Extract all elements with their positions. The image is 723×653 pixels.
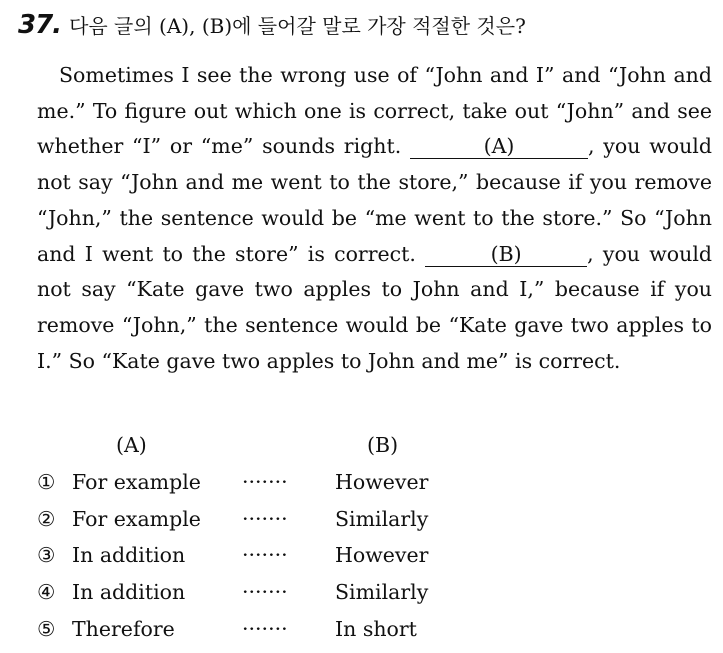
choice-number: ③ xyxy=(37,543,56,568)
passage-segment-3: , you would not say “Kate gave two apples to John and I,” because if you remove “John,” the sentence would be “Kate gave two apples to I.” So “Kate gave two apples to John and me” is correct. xyxy=(37,241,712,373)
choice-number: ⑤ xyxy=(37,616,56,641)
choice-4[interactable] xyxy=(37,580,637,617)
choices-header-b: (B) xyxy=(367,433,399,457)
choice-dots: ······· xyxy=(242,506,288,531)
choice-a-text: In addition xyxy=(72,580,186,605)
blank-b: (B) xyxy=(425,242,587,267)
answer-choices xyxy=(37,470,637,653)
choice-dots: ······· xyxy=(242,543,288,568)
choice-dots: ······· xyxy=(242,580,288,605)
choice-dots: ······· xyxy=(242,470,288,494)
choice-number: ② xyxy=(37,506,56,531)
blank-a: (A) xyxy=(410,134,588,159)
choice-a-text: For example xyxy=(72,470,201,494)
choice-b-text: However xyxy=(335,543,429,568)
passage-segment-1: Sometimes I see the wrong use of “John and I” and “John and me.” To figure out which one is correct, take out “John” and see whether “I” or “me” sounds right. xyxy=(37,63,712,159)
choice-a-text: Therefore xyxy=(72,616,175,641)
question-header xyxy=(18,10,526,46)
choice-b-text: In short xyxy=(335,616,417,641)
passage-segment-2: , you would not say “John and me went to the store,” because if you remove “John,” the sentence would be “me went to the store.” So “John and I went to the store” is correct. xyxy=(37,134,712,266)
choice-2[interactable] xyxy=(37,507,637,544)
choice-number: ④ xyxy=(37,580,56,605)
question-number: 37. xyxy=(18,10,62,40)
choice-b-text: Similarly xyxy=(335,506,429,531)
choice-b-text: Similarly xyxy=(335,580,429,605)
choice-b-text: However xyxy=(335,470,429,494)
choice-3[interactable] xyxy=(37,543,637,580)
choice-dots: ······· xyxy=(242,616,288,641)
choices-header-a: (A) xyxy=(116,433,147,457)
choice-a-text: For example xyxy=(72,506,201,531)
choice-5[interactable] xyxy=(37,617,637,653)
choice-1[interactable] xyxy=(37,470,637,507)
choice-a-text: In addition xyxy=(72,543,186,568)
question-prompt: 다음 글의 (A), (B)에 들어갈 말로 가장 적절한 것은? xyxy=(69,14,526,38)
passage xyxy=(37,58,712,379)
choice-number: ① xyxy=(37,470,56,494)
